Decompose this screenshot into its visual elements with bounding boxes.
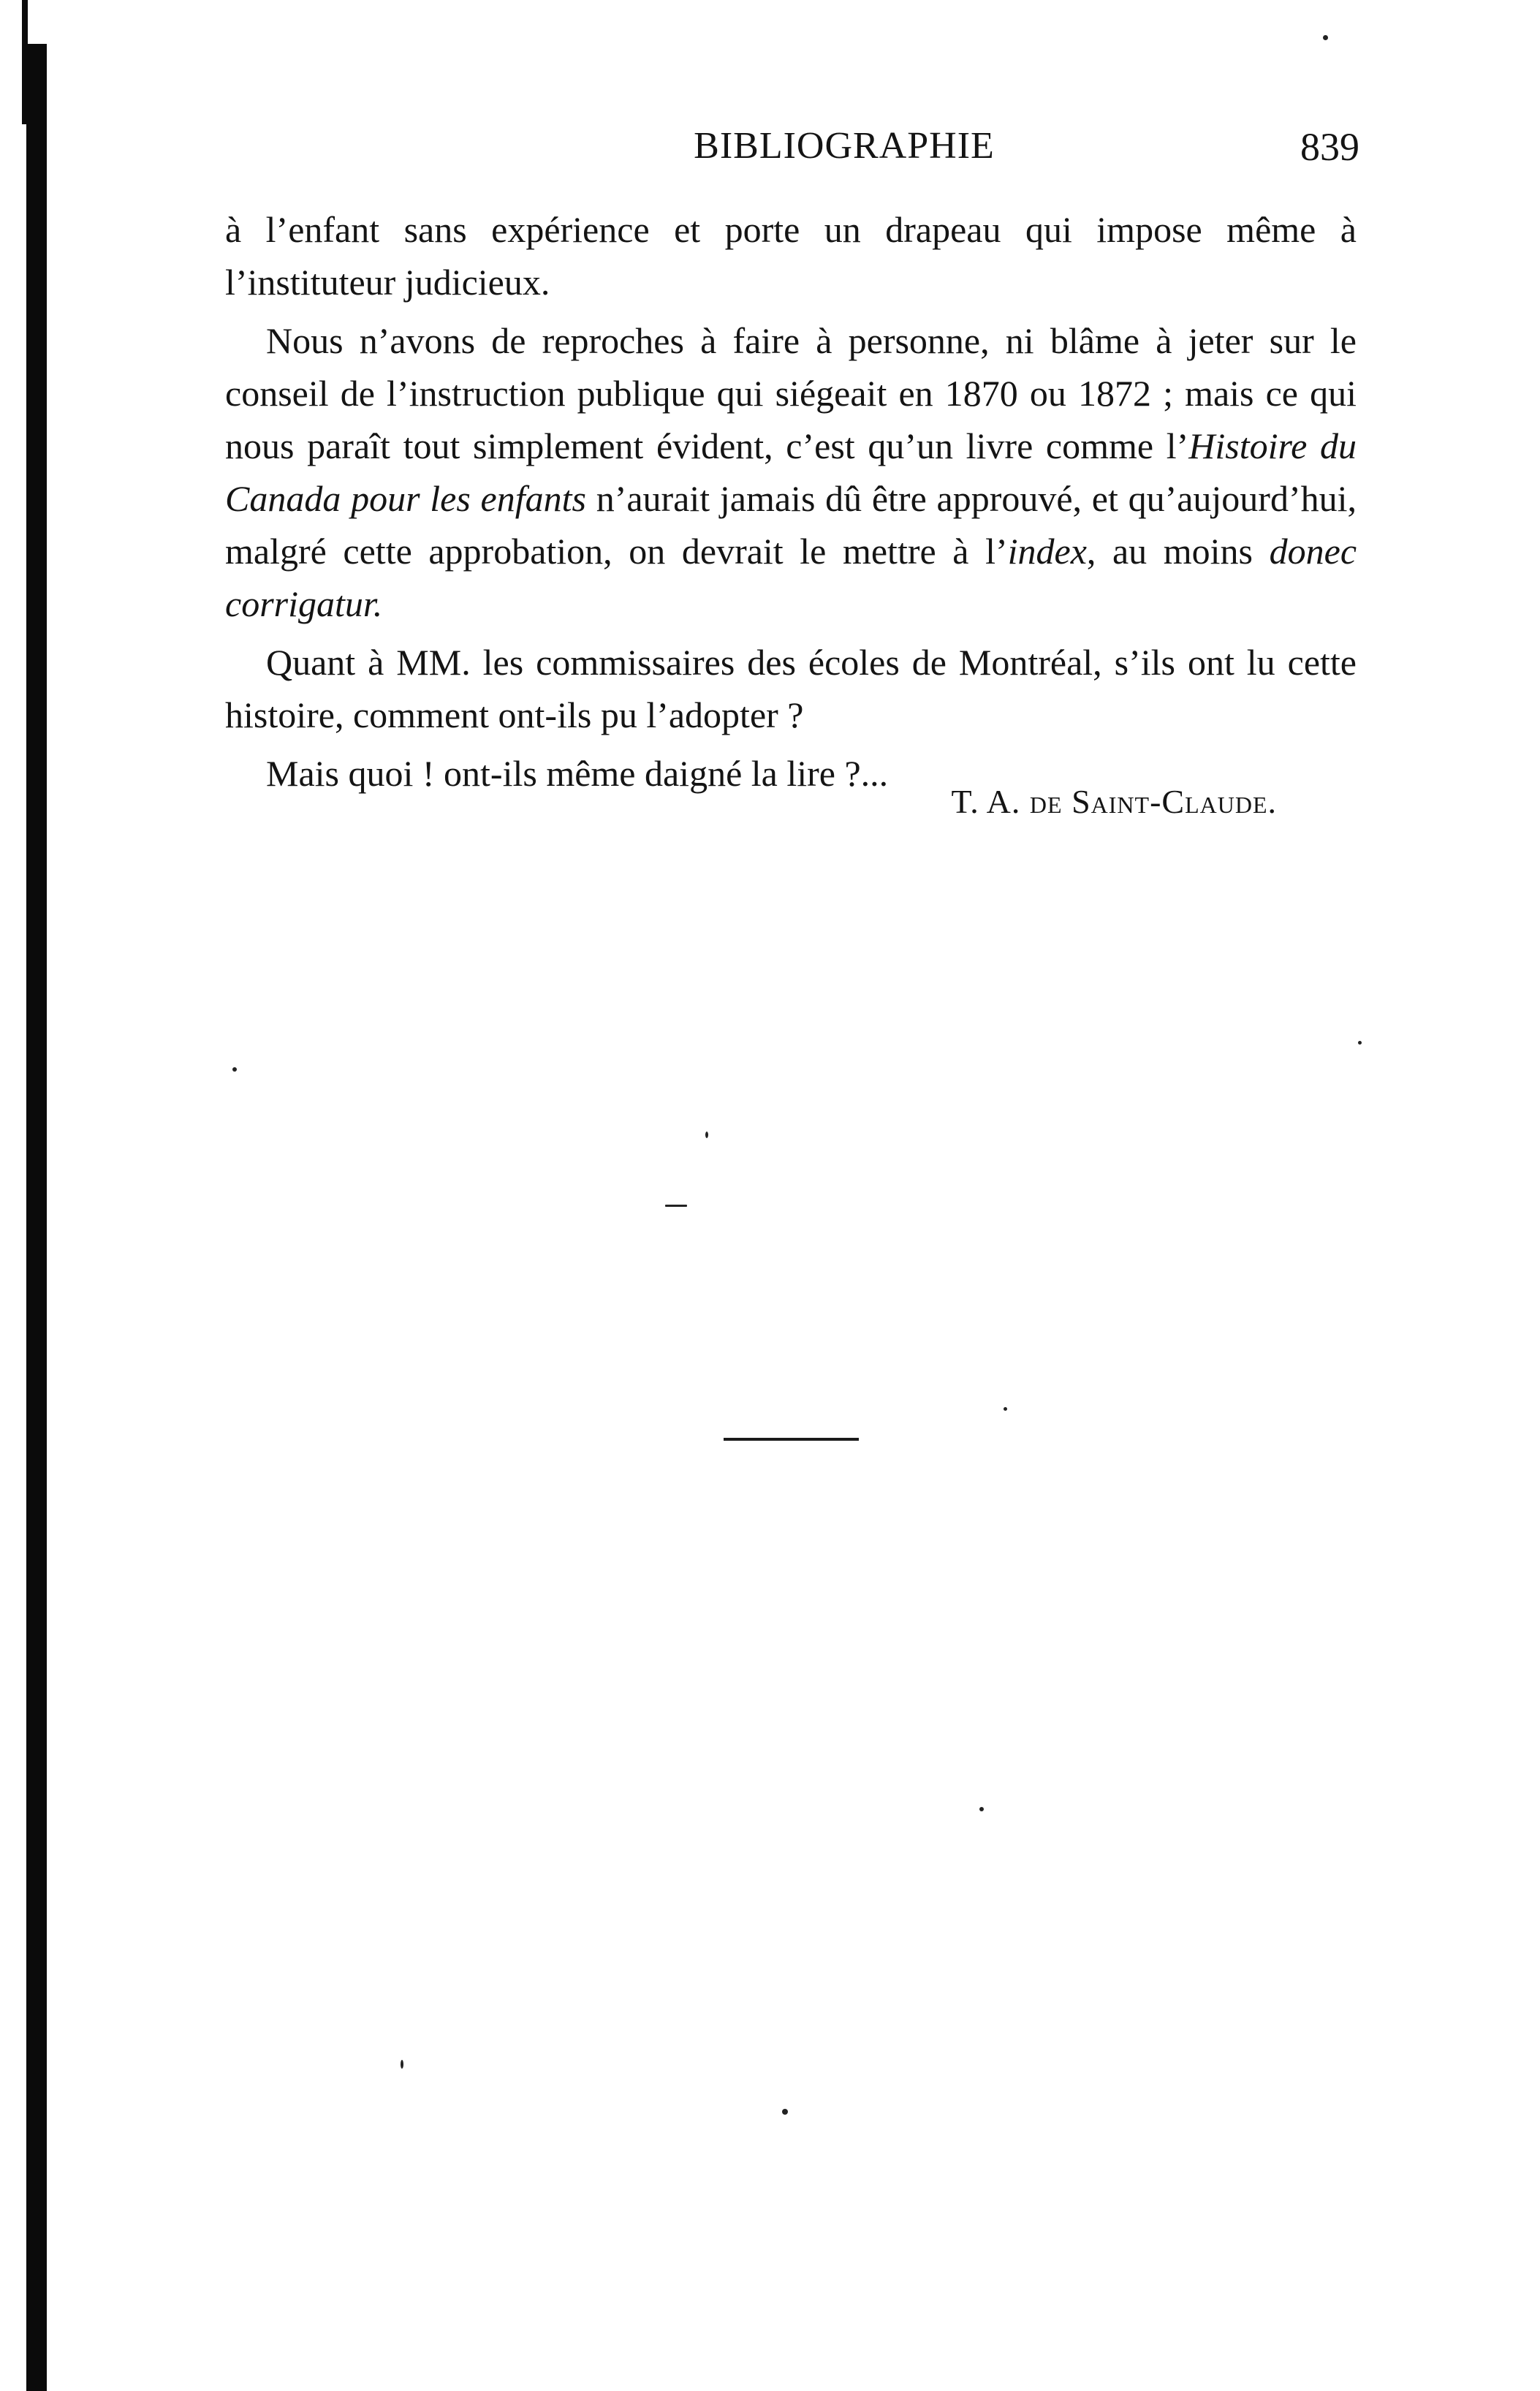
book-title-italic: Histoire du Canada pour les enfants <box>225 425 1357 519</box>
text-span: Quant à MM. les commissaires des écoles de Montréal, s’ils ont lu cette histoire, comment ont-ils pu l’adopter ? <box>225 642 1357 735</box>
scan-speck <box>782 2109 788 2115</box>
page-number: 839 <box>1300 125 1359 169</box>
text-span: Nous n’avons de reproches à faire à personne, ni blâme à jeter sur le conseil de l’instruction publique qui siégeait en 1870 ou 1872 ; mais ce qui nous paraît tout simplement évident, c’est qu’un livre comme l’ <box>225 320 1357 466</box>
paragraph <box>225 314 1357 630</box>
scan-speck <box>1358 1041 1362 1045</box>
section-rule <box>724 1438 859 1441</box>
signature-initials: T. A. <box>951 783 1021 820</box>
scan-speck <box>401 2060 403 2069</box>
signature-name: de Saint-Claude. <box>1029 783 1277 820</box>
author-signature <box>952 782 1277 821</box>
scan-speck <box>1323 35 1328 40</box>
running-head <box>219 124 1359 183</box>
scan-speck <box>979 1807 984 1811</box>
text-span: , au moins <box>1086 531 1270 572</box>
scan-speck <box>1004 1407 1007 1411</box>
text-span: Mais quoi ! ont-ils même daigné la lire ?... <box>266 753 889 794</box>
text-span: n’aurait jamais dû être approuvé, et qu’aujourd’hui, malgré cette approbation, on devrait le mettre à l’ <box>225 478 1357 572</box>
scan-speck <box>232 1067 237 1072</box>
running-title: BIBLIOGRAPHIE <box>694 125 995 167</box>
text-span: à l’enfant sans expérience et porte un drapeau qui impose même à l’instituteur judicieux. <box>225 209 1357 303</box>
scan-speck <box>665 1205 687 1207</box>
paragraph <box>225 203 1357 308</box>
scan-speck <box>705 1132 708 1138</box>
scan-gutter-edge <box>26 44 47 2391</box>
paragraph <box>225 636 1357 741</box>
latin-phrase-italic: donec corrigatur. <box>225 531 1357 624</box>
italic-word: index <box>1007 531 1087 572</box>
body-text <box>225 203 1357 806</box>
